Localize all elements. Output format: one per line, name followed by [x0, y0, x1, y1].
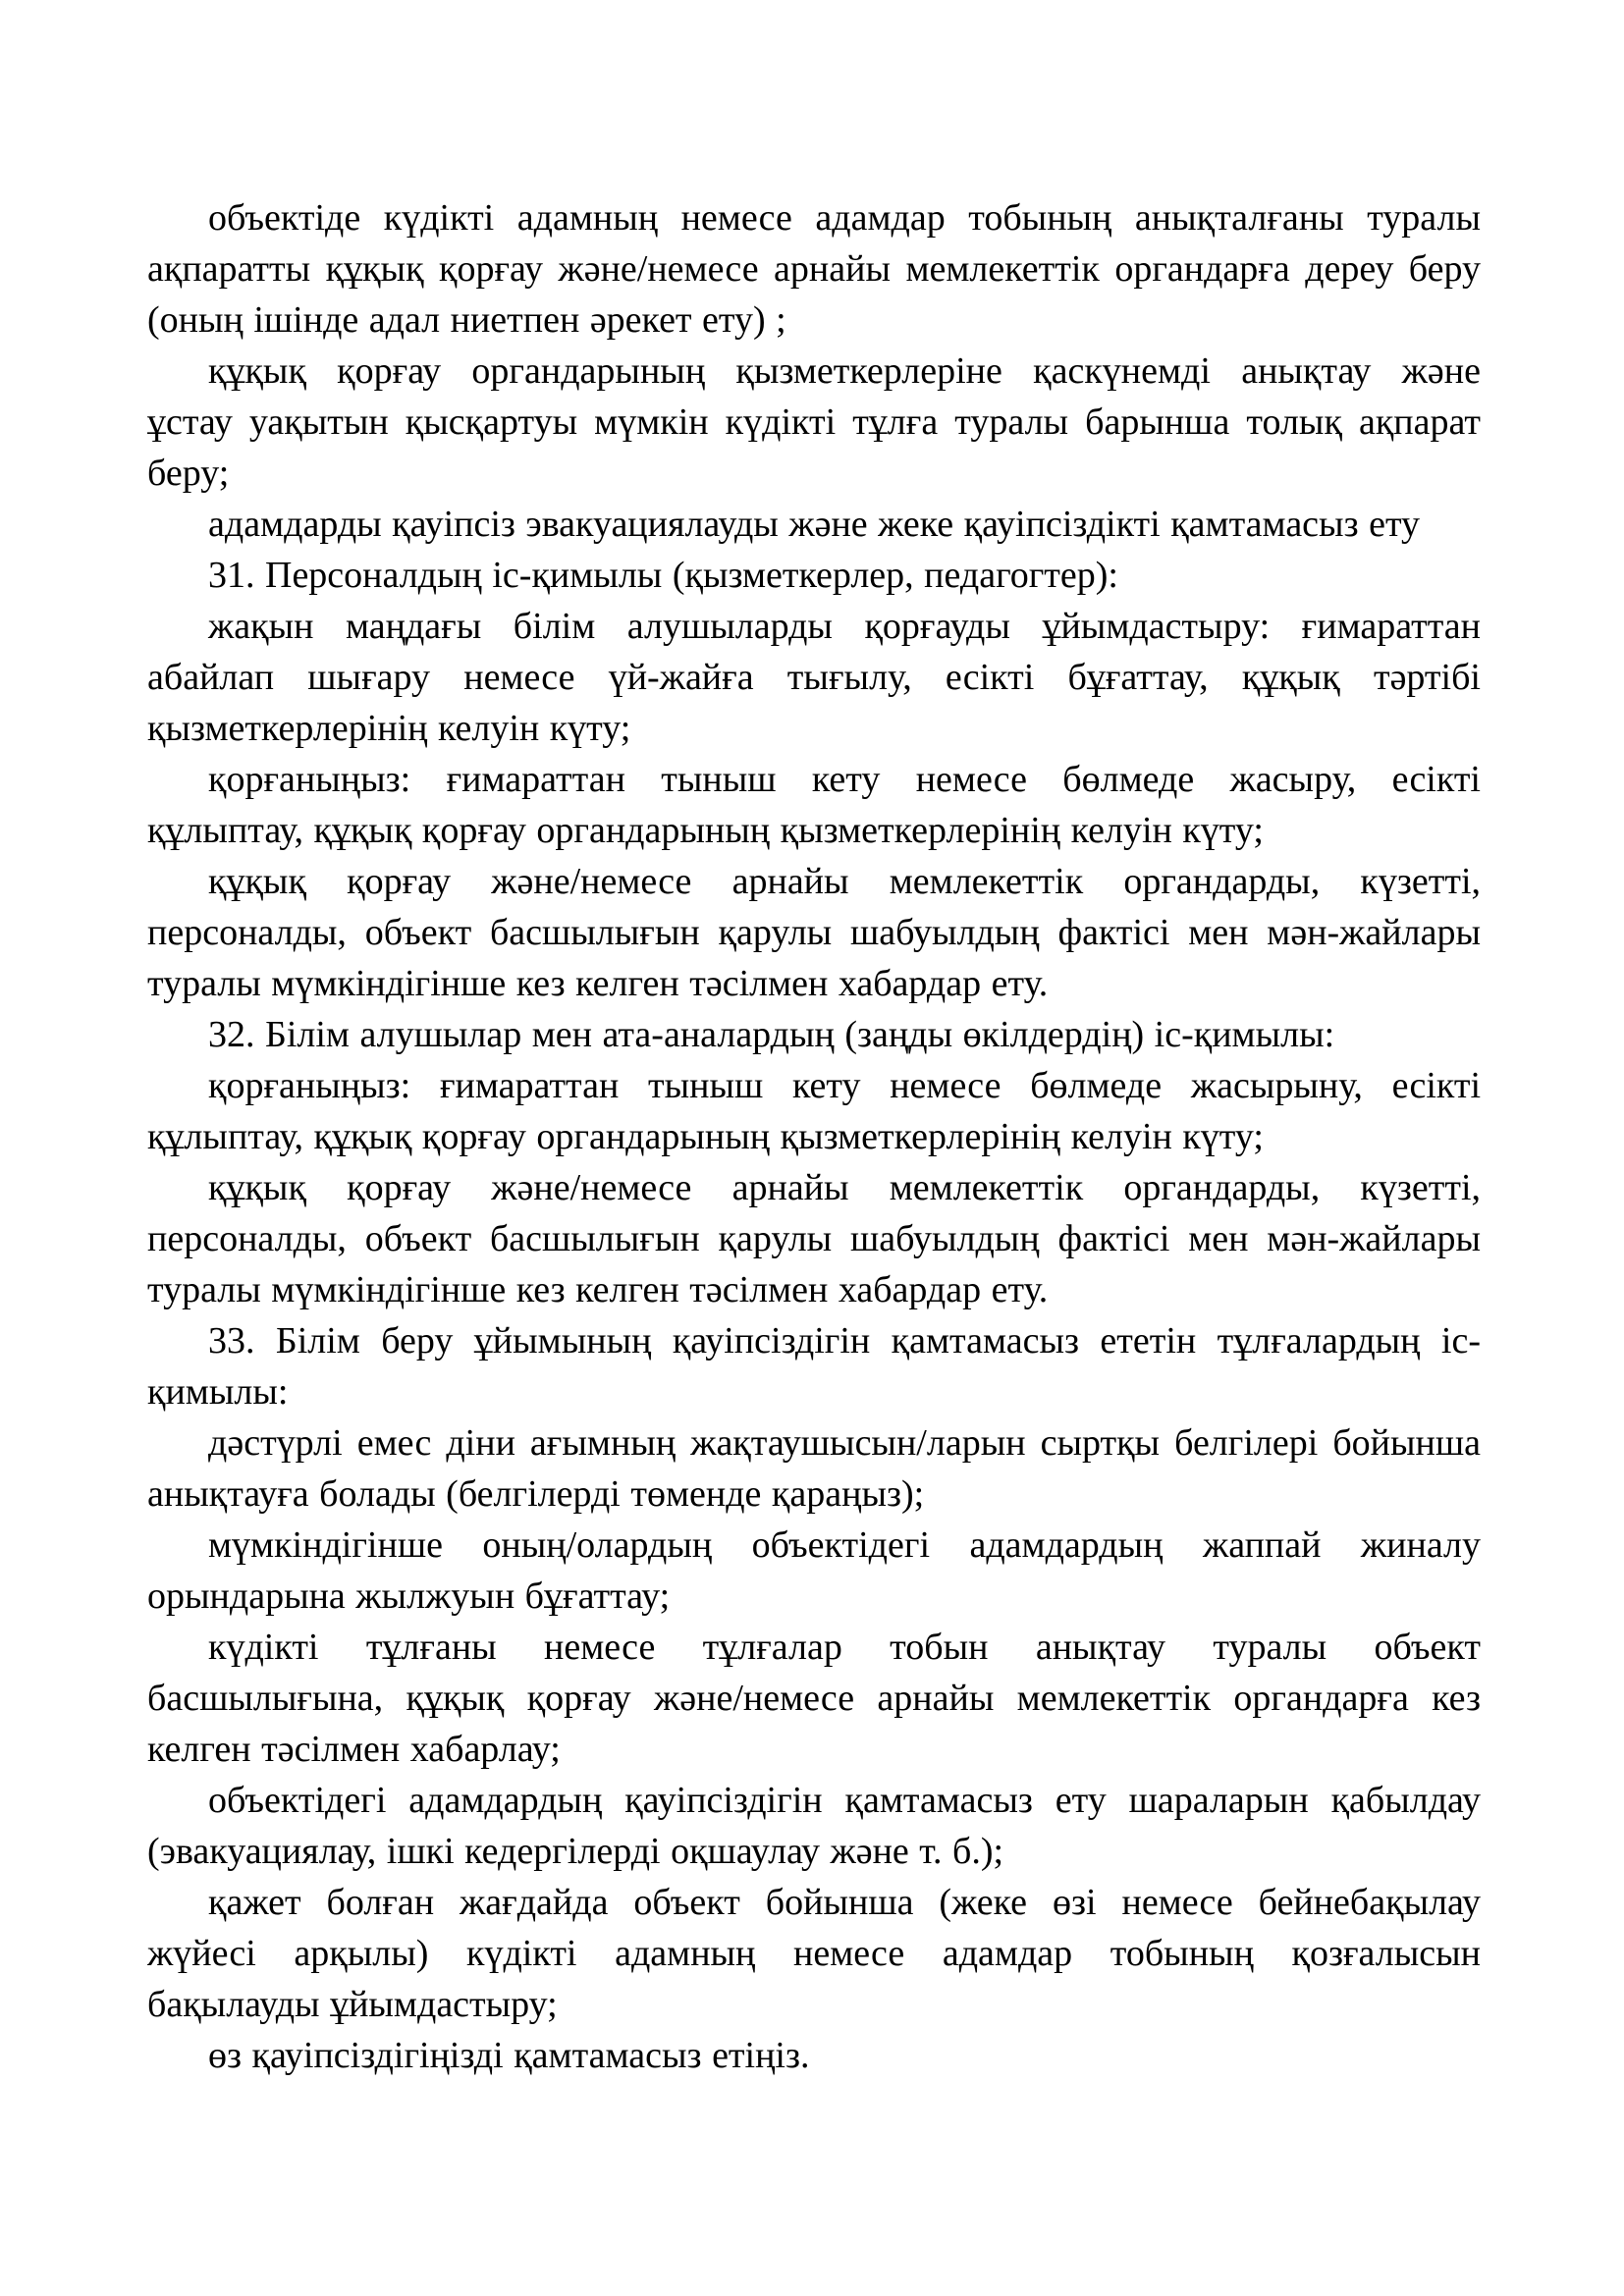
- paragraph: [147, 1877, 1481, 2030]
- text-line: келген тәсілмен хабарлау;: [147, 1729, 561, 1770]
- paragraph: [147, 601, 1481, 754]
- paragraph: [147, 1520, 1481, 1622]
- text-line: (эвакуациялау, ішкі кедергілерді оқшаулау және т. б.);: [147, 1831, 1004, 1872]
- text-line: орындарына жылжуын бұғаттау;: [147, 1575, 671, 1617]
- text-line: абайлап шығару немесе үй-жайға тығылу, есікті бұғаттау, құқық тәртібі: [147, 657, 1481, 698]
- paragraph: [147, 499, 1481, 550]
- text-line: құлыптау, құқық қорғау органдарының қызметкерлерінің келуін күту;: [147, 1116, 1264, 1157]
- text-line: жүйесі арқылы) күдікті адамның немесе адамдар тобының қозғалысын: [147, 1933, 1481, 1974]
- text-line: күдікті тұлғаны немесе тұлғалар тобын анықтау туралы объект: [208, 1627, 1481, 1668]
- text-line: персоналды, объект басшылығын қарулы шабуылдың фактісі мен мән-жайлары: [147, 1218, 1481, 1259]
- paragraph: [147, 1162, 1481, 1315]
- text-line: құлыптау, құқық қорғау органдарының қызметкерлерінің келуін күту;: [147, 810, 1264, 851]
- text-line: қажет болған жағдайда объект бойынша (жеке өзі немесе бейнебақылау: [208, 1882, 1481, 1923]
- text-line: құқық қорғау және/немесе арнайы мемлекеттік органдарды, күзетті,: [208, 1167, 1481, 1208]
- paragraph: [147, 1417, 1481, 1520]
- text-line: бақылауды ұйымдастыру;: [147, 1984, 558, 2025]
- paragraph: [147, 1775, 1481, 1877]
- paragraph: [147, 2030, 1481, 2081]
- text-line: туралы мүмкіндігінше кез келген тәсілмен хабардар ету.: [147, 963, 1049, 1004]
- text-line: (оның ішінде адал ниетпен әрекет ету) ;: [147, 299, 786, 341]
- paragraph: [147, 1009, 1481, 1060]
- paragraph: [147, 1060, 1481, 1162]
- text-line: қорғаныңыз: ғимараттан тыныш кету немесе бөлмеде жасырыну, есікті: [208, 1065, 1481, 1106]
- paragraph: [147, 550, 1481, 601]
- paragraph: [147, 1622, 1481, 1775]
- document-text-block: [147, 192, 1481, 2081]
- text-line: қорғаныңыз: ғимараттан тыныш кету немесе бөлмеде жасыру, есікті: [208, 759, 1481, 800]
- paragraph: [147, 192, 1481, 346]
- text-line: адамдарды қауіпсіз эвакуациялауды және жеке қауіпсіздікті қамтамасыз ету: [208, 504, 1421, 545]
- text-line: 33. Білім беру ұйымының қауіпсіздігін қамтамасыз ететін тұлғалардың іс-: [208, 1320, 1481, 1362]
- text-line: басшылығына, құқық қорғау және/немесе арнайы мемлекеттік органдарға кез: [147, 1678, 1481, 1719]
- text-line: жақын маңдағы білім алушыларды қорғауды ұйымдастыру: ғимараттан: [208, 606, 1481, 647]
- text-line: ақпаратты құқық қорғау және/немесе арнайы мемлекеттік органдарға дереу беру: [147, 248, 1481, 290]
- text-line: анықтауға болады (белгілерді төменде қараңыз);: [147, 1473, 925, 1515]
- text-line: объектідегі адамдардың қауіпсіздігін қамтамасыз ету шараларын қабылдау: [208, 1780, 1481, 1821]
- text-line: мүмкіндігінше оның/олардың объектідегі адамдардың жаппай жиналу: [208, 1524, 1481, 1566]
- text-line: қызметкерлерінің келуін күту;: [147, 708, 631, 749]
- text-line: ұстау уақытын қысқартуы мүмкін күдікті тұлға туралы барынша толық ақпарат: [147, 401, 1481, 443]
- text-line: 32. Білім алушылар мен ата-аналардың (заңды өкілдердің) іс-қимылы:: [208, 1014, 1335, 1055]
- text-line: беру;: [147, 453, 230, 494]
- text-line: 31. Персоналдың іс-қимылы (қызметкерлер, педагогтер):: [208, 555, 1118, 596]
- text-line: құқық қорғау және/немесе арнайы мемлекеттік органдарды, күзетті,: [208, 861, 1481, 902]
- text-line: дәстүрлі емес діни ағымның жақтаушысын/ларын сыртқы белгілері бойынша: [208, 1422, 1481, 1464]
- paragraph: [147, 754, 1481, 856]
- paragraph: [147, 346, 1481, 499]
- text-line: туралы мүмкіндігінше кез келген тәсілмен хабардар ету.: [147, 1269, 1049, 1310]
- paragraph: [147, 856, 1481, 1009]
- paragraph: [147, 1315, 1481, 1417]
- text-line: персоналды, объект басшылығын қарулы шабуылдың фактісі мен мән-жайлары: [147, 912, 1481, 953]
- text-line: өз қауіпсіздігіңізді қамтамасыз етіңіз.: [208, 2035, 810, 2076]
- text-line: объектіде күдікті адамның немесе адамдар тобының анықталғаны туралы: [208, 197, 1481, 239]
- text-line: қимылы:: [147, 1371, 289, 1413]
- text-line: құқық қорғау органдарының қызметкерлеріне қаскүнемді анықтау және: [208, 350, 1481, 392]
